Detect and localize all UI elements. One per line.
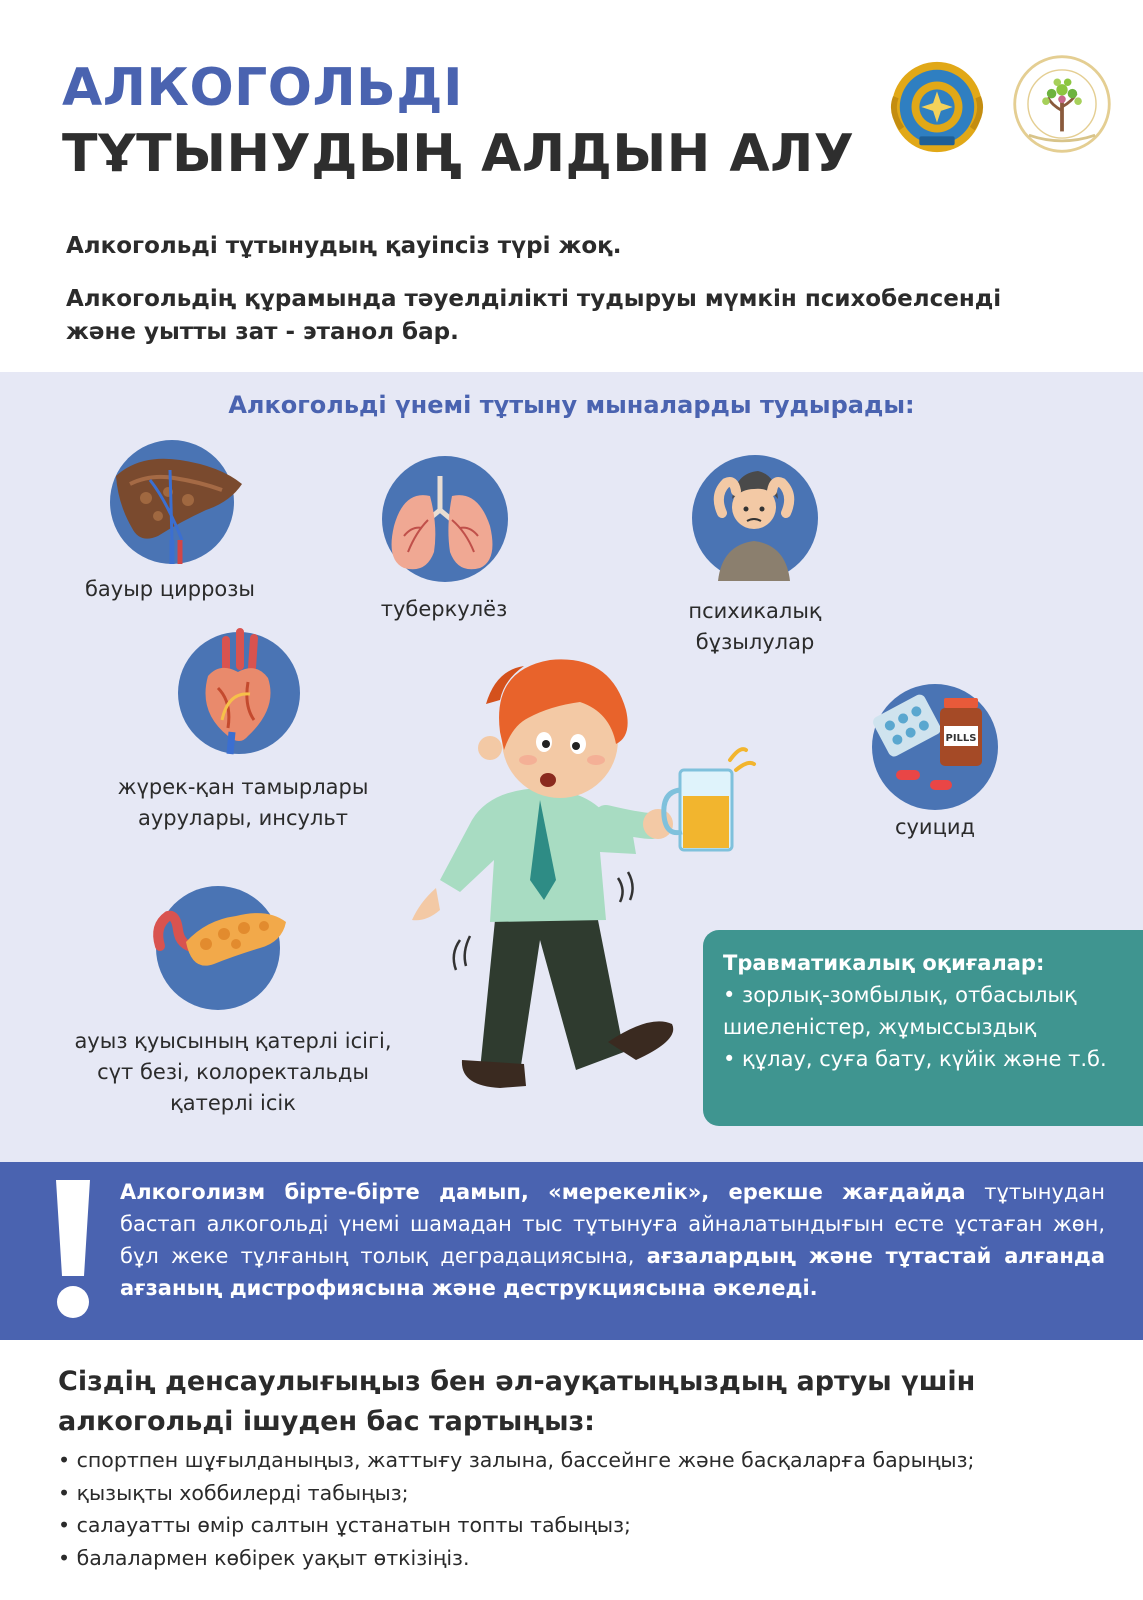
trauma-box [703, 930, 1143, 1126]
liver-label: бауыр циррозы [84, 577, 256, 601]
mental-label-line2: бұзылулар [695, 630, 815, 654]
warning-text-bold-end: ағзалардың және тұтастай алғанда ағзаның дистрофиясына және деструкциясына әкеледі. [120, 1244, 1105, 1300]
trauma-item-violence: • зорлық-зомбылық, отбасылық шиеленістер, жұмыссыздық [723, 983, 1077, 1039]
lungs-label: туберкулёз [380, 597, 508, 621]
heart-icon [178, 632, 300, 754]
intro-ethanol-statement: Алкогольдің құрамында тәуелділікті тудыруы мүмкін психобелсенді және уытты зат - этанол бар. [66, 286, 1002, 345]
page-title-line2: ТҰТЫНУДЫҢ АЛДЫН АЛУ [62, 124, 855, 184]
advice-item-children: • балалармен көбірек уақыт өткізіңіз. [58, 1545, 470, 1570]
cancer-label-line1: ауыз қуысының қатерлі ісігі, [74, 1029, 392, 1053]
advice-item-sport: • спортпен шұғылданыңыз, жаттығу залына, бассейнге және басқаларға барыңыз; [58, 1448, 975, 1472]
heart-label [88, 772, 398, 834]
trauma-title: Травматикалық оқиғалар: [723, 951, 1045, 975]
advice-list [58, 1444, 974, 1574]
heart-label-line2: аурулары, инсульт [138, 806, 348, 830]
advice-item-healthy-group: • салауатты өмір салтын ұстанатын топты табыңыз; [58, 1513, 631, 1537]
suicide-label: суицид [894, 815, 976, 839]
heart-label-line1: жүрек-қан тамырлары [117, 775, 369, 799]
mental-distress-icon [692, 455, 818, 581]
advice-title: Сіздің денсаулығыңыз бен әл-ауқатыңыздың артуы үшін алкогольді ішуден бас тартыңыз: [58, 1366, 976, 1437]
cancer-label-line3: қатерлі ісік [170, 1091, 296, 1115]
page-title-line1: АЛКОГОЛЬДІ [62, 58, 463, 118]
intro-statement: Алкогольді тұтынудың қауіпсіз түрі жоқ. [66, 233, 622, 259]
mental-label-line1: психикалық [688, 599, 822, 623]
state-emblem-logo [888, 58, 986, 156]
cancer-label [48, 1026, 418, 1119]
advice-item-hobby: • қызықты хоббилерді табыңыз; [58, 1480, 409, 1505]
trauma-item-accidents: • құлау, суға бату, күйік және т.б. [723, 1047, 1107, 1071]
consequences-title: Алкогольді үнемі тұтыну мыналарды тудырады: [228, 391, 915, 419]
pills-icon [872, 684, 998, 810]
warning-text-regular: тұтынудан бастап алкогольді үнемі шамадан тыс тұтынуға айналатындығын есте ұстаған жөн, бұл жеке тұлғаның толық деградациясына, [120, 1180, 1105, 1268]
exclamation-icon [48, 1180, 98, 1320]
cancer-label-line2: сүт безі, колоректальды [97, 1060, 369, 1084]
liver-icon [110, 440, 234, 564]
pills-bottle-label: PILLS [945, 733, 977, 744]
warning-text-bold-start: Алкоголизм бірте-бірте дамып, «мерекелік», ерекше жағдайда [120, 1180, 966, 1204]
pancreas-icon [156, 886, 280, 1010]
organization-logo [1010, 52, 1114, 156]
warning-text [120, 1176, 1105, 1304]
lungs-icon [382, 456, 508, 582]
